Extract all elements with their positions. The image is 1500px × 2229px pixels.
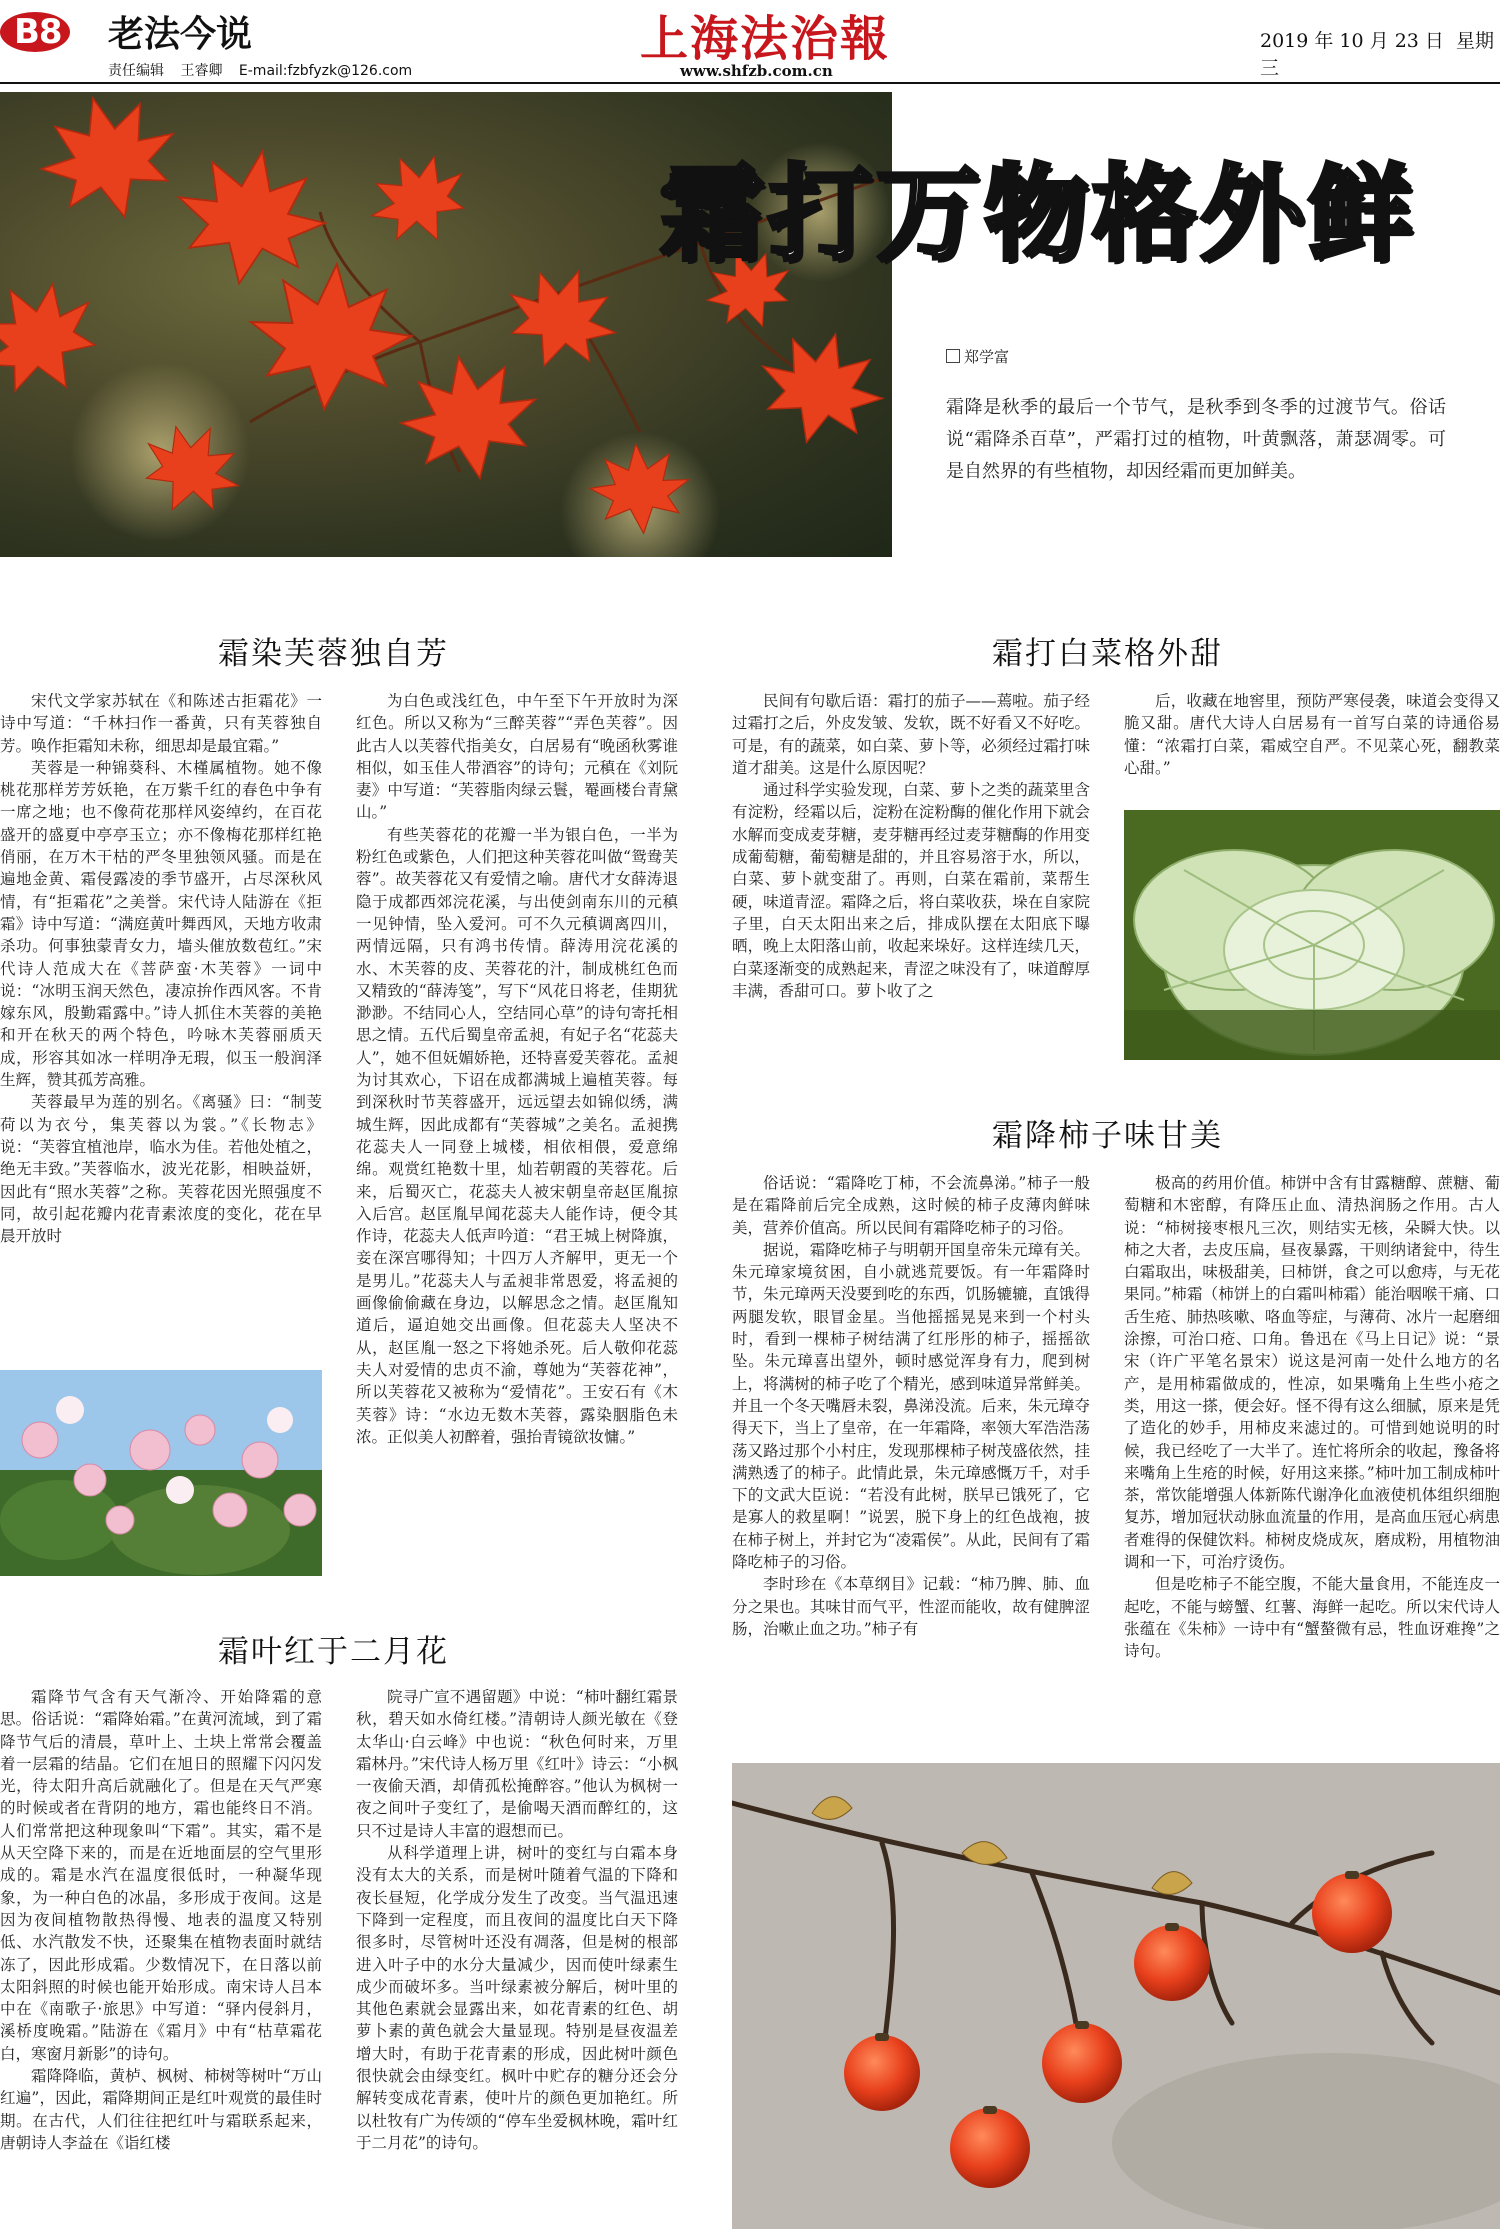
section-title-furong: 霜染芙蓉独自芳 (218, 636, 449, 672)
page-number-badge (0, 8, 70, 56)
editor-email: E-mail:fzbfyzk@126.com (238, 63, 413, 79)
baicai-column-2 (1124, 690, 1500, 802)
shizi-column-2 (1124, 1172, 1500, 1742)
date-text: 2019 年 10 月 23 日 (1260, 30, 1444, 52)
paragraph: 从科学道理上讲，树叶的变红与白霜本身没有太大的关系，而是树叶随着气温的下降和夜长昼短，化学成分发生了改变。当气温迅速下降到一定程度，而且夜间的温度比白天下降很多时，尽管树叶还没有凋落，但是树的根部进入叶子中的水分大量减少，因而使叶绿素生成少而破坏多。当叶绿素被分解后，树叶里的其他色素就会显露出来，如花青素的红色、胡萝卜素的黄色就会大量显现。特别是昼夜温差增大时，有助于花青素的形成，因此树叶颜色很快就会由绿变红。枫叶中贮存的糖分还会分解转变成花青素，使叶片的颜色更加艳红。所以杜牧有广为传颂的“停车坐爱枫林晚，霜叶红于二月花”的诗句。 (356, 1844, 678, 2152)
section-title-shizi: 霜降柿子味甘美 (992, 1118, 1223, 1154)
hongye-column-2 (356, 1686, 678, 2226)
paragraph: 极高的药用价值。柿饼中含有甘露糖醇、蔗糖、葡萄糖和木密醇，有降压止血、清热润肠之作用。古人说：“柿树接枣根凡三次，则结实无核，朵瞬大快。以柿之大者，去皮压扁，昼夜暴露，干则纳诸瓮中，待生白霜取出，味极甜美，曰柿饼，食之可以愈痔，与无花果同。”柿霜（柿饼上的白霜叫柿霜）能治咽喉干痛、口舌生疮、肺热咳嗽、咯血等症，与薄荷、冰片一起磨细涂擦，可治口疮、口角。鲁迅在《马上日记》说：“景宋（许广平笔名景宋）说这是河南一处什么地方的名产，是用柿霜做成的，性凉，如果嘴角上生些小疮之类，用这一搽，便会好。怪不得有这么细腻，原来是凭了造化的妙手，用柿皮来滤过的。可惜到她说明的时候，我已经吃了一大半了。连忙将所余的收起，豫备将来嘴角上生疮的时候，好用这来搽。”柿叶加工制成柿叶茶，常饮能增强人体新陈代谢净化血液使机体组织细胞复苏，增加冠状动脉血流量的作用，是高血压冠心病患者难得的保健饮料。柿树皮烧成灰，磨成粉，用植物油调和一下，可治疗烫伤。 (1124, 1174, 1500, 1572)
editor-info (108, 60, 424, 80)
furong-column-1 (0, 690, 322, 1350)
frosted-cabbage-photo (1124, 810, 1500, 1060)
cabbage-illustration (1124, 810, 1500, 1060)
weekday-text: 星期三 (1260, 30, 1495, 79)
issue-date (1260, 26, 1500, 80)
section-title-hongye: 霜叶红于二月花 (218, 1634, 449, 1670)
paragraph: 宋代文学家苏轼在《和陈述古拒霜花》一诗中写道：“千林扫作一番黄，只有芙蓉独自芳。唤作拒霜知未称，细思却是最宜霜。” (0, 692, 322, 755)
section-title-baicai: 霜打白菜格外甜 (992, 636, 1223, 672)
shizi-column-1 (732, 1172, 1090, 1742)
paragraph: 但是吃柿子不能空腹，不能大量食用，不能连皮一起吃，不能与螃蟹、红薯、海鲜一起吃。所以宋代诗人张蕴在《朱柿》一诗中有“蟹螯微有忌，牲血讶难搀”之诗句。 (1124, 1575, 1500, 1661)
paragraph: 据说，霜降吃柿子与明朝开国皇帝朱元璋有关。朱元璋家境贫困，自小就逃荒要饭。有一年霜降时节，朱元璋两天没要到吃的东西，饥肠辘辘，直饿得两腿发软，眼冒金星。当他摇摇晃晃来到一个村头时，看到一棵柿子树结满了红彤彤的柿子，摇摇欲坠。朱元璋喜出望外，顿时感觉浑身有力，爬到树上，将满树的柿子吃了个精光，感到味道异常鲜美。并且一个冬天嘴唇未裂，鼻涕没流。后来，朱元璋夺得天下，当上了皇帝，在一年霜降，率领大军浩浩荡荡又路过那个小村庄，发现那棵柿子树茂盛依然，挂满熟透了的柿子。此情此景，朱元璋感慨万千，对手下的文武大臣说：“若没有此树，朕早已饿死了，它是寡人的救星啊！”说罢，脱下身上的红色战袍，披在柿子树上，并封它为“凌霜侯”。从此，民间有了霜降吃柿子的习俗。 (732, 1240, 1090, 1572)
hongye-column-1 (0, 1686, 322, 2226)
paragraph: 后，收藏在地窖里，预防严寒侵袭，味道会变得又脆又甜。唐代大诗人白居易有一首写白菜的诗通俗易懂：“浓霜打白菜，霜威空自严。不见菜心死，翻教菜心甜。” (1124, 692, 1500, 777)
paragraph: 俗话说：“霜降吃丁柿，不会流鼻涕。”柿子一般是在霜降前后完全成熟，这时候的柿子皮薄肉鲜味美，营养价值高。所以民间有霜降吃柿子的习俗。 (732, 1174, 1090, 1237)
author-name: 郑学富 (964, 348, 1010, 366)
newspaper-masthead: 上海法治報 (640, 11, 891, 67)
paragraph: 院寻广宣不遇留题》中说：“柿叶翻红霜景秋，碧天如水倚红楼。”清朝诗人颜光敏在《登太华山·白云峰》中也说：“秋色何时来，万里霜林丹。”宋代诗人杨万里《红叶》诗云：“小枫一夜偷天酒，却倩孤松掩醉容。”他认为枫树一夜之间叶子变红了，是偷喝天酒而醉红的，这只不过是诗人丰富的遐想而已。 (356, 1688, 678, 1840)
paragraph: 为白色或浅红色，中午至下午开放时为深红色。所以又称为“三醉芙蓉”“弄色芙蓉”。因此古人以芙蓉代指美女，白居易有“晚函秋雾谁相似，如玉佳人带酒容”的诗句；元稹在《刘阮妻》中写道：“芙蓉脂肉绿云鬟，罨画楼台青黛山。” (356, 692, 678, 822)
hibiscus-photo (0, 1370, 322, 1576)
header-divider (0, 82, 1500, 84)
paragraph: 芙蓉是一种锦葵科、木槿属植物。她不像桃花那样芳芳妖艳，在万紫千红的春色中争有一席之地；也不像荷花那样风姿绰约，在百花盛开的盛夏中亭亭玉立；亦不像梅花那样红艳俏丽，在万木干枯的严冬里独领风骚。而是在遍地金黄、霜侵露凌的季节盛开，占尽深秋风情，有“拒霜花”之美誉。宋代诗人陆游在《拒霜》诗中写道：“满庭黄叶舞西风，天地方收肃杀功。何事独蒙青女力，墙头催放数苞红。”宋代诗人范成大在《菩萨蛮·木芙蓉》一词中说：“冰明玉润天然色，凄凉拚作西风客。不肯嫁东风，殷勤霜露中。”诗人抓住木芙蓉的美艳和开在秋天的两个特色，吟咏木芙蓉丽质天成，形容其如冰一样明净无瑕，似玉一般润泽生辉，赞其孤芳高雅。 (0, 758, 322, 1090)
website-url[interactable]: www.shfzb.com.cn (680, 62, 833, 80)
editor-label: 责任编辑 (108, 63, 164, 79)
paragraph: 霜降节气含有天气渐冷、开始降霜的意思。俗话说：“霜降始霜。”在黄河流域，到了霜降节气后的清晨，草叶上、土块上常常会覆盖着一层霜的结晶。它们在旭日的照耀下闪闪发光，待太阳升高后就融化了。但是在天气严寒的时候或者在背阴的地方，霜也能终日不消。人们常常把这种现象叫“下霜”。其实，霜不是从天空降下来的，而是在近地面层的空气里形成的。霜是水汽在温度很低时，一种凝华现象，为一种白色的冰晶，多形成于夜间。这是因为夜间植物散热得慢、地表的温度又特别低、水汽散发不快，还聚集在植物表面时就结冻了，因此形成霜。少数情况下，在日落以前太阳斜照的时候也能开始形成。南宋诗人吕本中在《南歌子·旅思》中写道：“驿内侵斜月，溪桥度晚霜。”陆游在《霜月》中有“枯草霜花白，寒窗月新影”的诗句。 (0, 1688, 322, 2063)
paragraph: 李时珍在《本草纲目》记载：“柿乃脾、肺、血分之果也。其味甘而气平，性涩而能收，故有健脾涩肠，治嗽止血之功。”柿子有 (732, 1575, 1090, 1638)
article-intro: 霜降是秋季的最后一个节气，是秋季到冬季的过渡节气。俗话说“霜降杀百草”，严霜打过的植物，叶黄飘落，萧瑟凋零。可是自然界的有些植物，却因经霜而更加鲜美。 (946, 397, 1446, 482)
persimmon-photo (732, 1763, 1500, 2229)
hibiscus-illustration (0, 1370, 322, 1576)
paragraph: 通过科学实验发现，白菜、萝卜之类的蔬菜里含有淀粉，经霜以后，淀粉在淀粉酶的催化作用下就会水解而变成麦芽糖，麦芽糖再经过麦芽糖酶的作用变成葡萄糖，葡萄糖是甜的，并且容易溶于水，所以，白菜、萝卜就变甜了。再则，白菜在霜前，菜帮生硬，味道青涩。霜降之后，将白菜收获，垛在自家院子里，白天太阳出来之后，排成队摆在太阳底下曝晒，晚上太阳落山前，收起来垛好。这样连续几天，白菜逐渐变的成熟起来，青涩之味没有了，味道醇厚丰满，香甜可口。萝卜收了之 (732, 781, 1090, 1000)
paragraph: 有些芙蓉花的花瓣一半为银白色，一半为粉红色或紫色，人们把这种芙蓉花叫做“鸳鸯芙蓉”。故芙蓉花又有爱情之喻。唐代才女薛涛退隐于成都西郊浣花溪，与出使剑南东川的元稹一见钟情，坠入爱河。可不久元稹调离四川，两情远隔，只有鸿书传情。薛涛用浣花溪的水、木芙蓉的皮、芙蓉花的汁，制成桃红色而又精致的“薛涛笺”，写下“风花日将老，佳期犹渺渺。不结同心人，空结同心草”的诗句寄托相思之情。五代后蜀皇帝孟昶，有妃子名“花蕊夫人”，她不但妩媚娇艳，还特喜爱芙蓉花。孟昶为讨其欢心，下诏在成都满城上遍植芙蓉。每到深秋时节芙蓉盛开，远远望去如锦似绣，满城生辉，因此成都有“芙蓉城”之美名。孟昶携花蕊夫人一同登上城楼，相依相偎，爱意绵绵。观赏红艳数十里，灿若朝霞的芙蓉花。后来，后蜀灭亡，花蕊夫人被宋朝皇帝赵匡胤掠入后宫。赵匡胤早闻花蕊夫人能作诗，便令其作诗，花蕊夫人低声吟道：“君王城上树降旗，妾在深宫哪得知；十四万人齐解甲，更无一个是男儿。”花蕊夫人与孟昶非常恩爱，将孟昶的画像偷偷藏在身边，以解思念之情。赵匡胤知道后，逼迫她交出画像。但花蕊夫人坚决不从，赵匡胤一怒之下将她杀死。后人敬仰花蕊夫人对爱情的忠贞不渝，尊她为“芙蓉花神”，所以芙蓉花又被称为“爱情花”。王安石有《木芙蓉》诗：“水边无数木芙蓉，露染胭脂色未浓。正似美人初醉着，强抬青镜欲妆慵。” (356, 825, 678, 1446)
author-byline (946, 346, 1009, 367)
paragraph: 芙蓉最早为莲的别名。《离骚》曰：“制芰荷以为衣兮，集芙蓉以为裳。”《长物志》说：“芙蓉宜植池岸，临水为佳。若他处植之，绝无丰致。”芙蓉临水，波光花影，相映益妍，因此有“照水芙蓉”之称。芙蓉花因光照强度不同，故引起花瓣内花青素浓度的变化，花在早晨开放时 (0, 1093, 322, 1246)
paragraph: 民间有句歇后语：霜打的茄子——蔫啦。茄子经过霜打之后，外皮发皱、发软，既不好看又不好吃。可是，有的蔬菜，如白菜、萝卜等，必须经过霜打味道才甜美。这是什么原因呢？ (732, 692, 1090, 777)
baicai-column-1 (732, 690, 1090, 1070)
page-number: B8 (14, 12, 62, 52)
persimmon-illustration (732, 1763, 1500, 2229)
section-name: 老法今说 (108, 14, 253, 55)
main-headline: 霜打万物格外鲜 (660, 153, 1417, 275)
paragraph: 霜降降临，黄栌、枫树、柿树等树叶“万山红遍”，因此，霜降期间正是红叶观赏的最佳时期。在古代，人们往往把红叶与霜联系起来，唐朝诗人李益在《诣红楼 (0, 2067, 322, 2152)
editor-name: 王睿卿 (180, 63, 223, 79)
furong-column-2 (356, 690, 678, 1580)
